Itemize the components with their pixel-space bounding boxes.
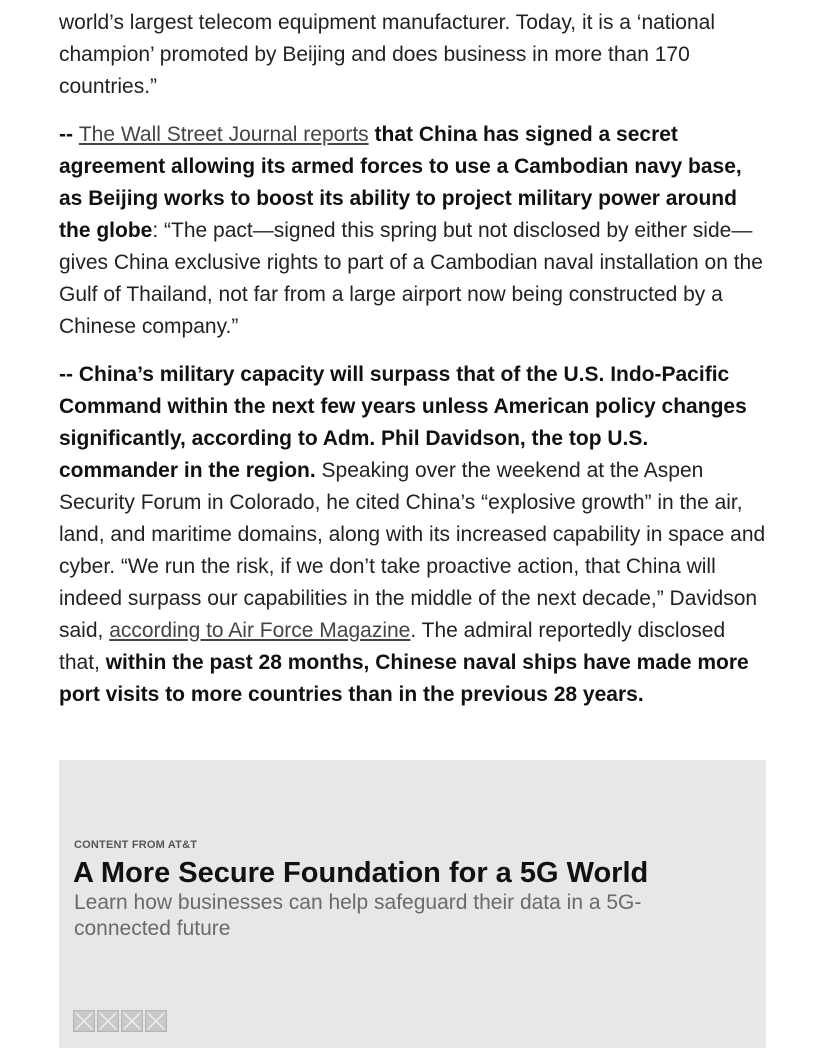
- wsj-report-link[interactable]: The Wall Street Journal reports: [78, 123, 369, 146]
- broken-image-icon: [121, 1010, 143, 1032]
- dash: --: [59, 123, 79, 146]
- ad-image-placeholders: [73, 1010, 167, 1032]
- broken-image-icon: [145, 1010, 167, 1032]
- broken-image-icon: [97, 1010, 119, 1032]
- paragraph-text: . The admiral reportedly disclosed that,: [59, 619, 726, 674]
- ad-subtitle: Learn how businesses can help safeguard their data in a 5G-connected future: [74, 891, 642, 940]
- bold-summary: -- China’s military capacity will surpass that of the U.S. Indo-Pacific Command within the next few years unless American policy changes significantly, according to Adm. Phil Davidson, the top U.S. commander in the region.: [59, 363, 747, 482]
- article-body: [59, 7, 769, 727]
- sponsor-label: CONTENT FROM AT&T: [74, 839, 198, 851]
- paragraph-text: : “The pact—signed this spring but not disclosed by either side—gives China exclusive rights to part of a Cambodian naval installation on the Gulf of Thailand, not far from a large airport now being constructed by a Chinese company.”: [59, 219, 763, 338]
- sponsored-content-card[interactable]: [59, 760, 766, 1048]
- ad-headline[interactable]: A More Secure Foundation for a 5G World: [73, 857, 649, 889]
- paragraph-military-capacity: [59, 359, 769, 711]
- bold-summary: that China has signed a secret agreement allowing its armed forces to use a Cambodian navy base, as Beijing works to boost its ability to project military power around the globe: [59, 123, 742, 242]
- bold-highlight: within the past 28 months, Chinese naval ships have made more port visits to more countries than in the previous 28 years.: [59, 651, 749, 706]
- paragraph-text: Speaking over the weekend at the Aspen Security Forum in Colorado, he cited China’s “explosive growth” in the air, land, and maritime domains, along with its increased capability in space and cyber. “We run the risk, if we don’t take proactive action, that China will indeed surpass our capabilities in the middle of the next decade,” Davidson said,: [59, 459, 766, 642]
- air-force-magazine-link[interactable]: according to Air Force Magazine: [109, 619, 411, 642]
- paragraph-huawei: [59, 7, 769, 103]
- paragraph-cambodia-base: [59, 119, 769, 343]
- broken-image-icon: [73, 1010, 95, 1032]
- paragraph-text: world’s largest telecom equipment manufacturer. Today, it is a ‘national champion’ promoted by Beijing and does business in more than 170 countries.”: [59, 11, 716, 98]
